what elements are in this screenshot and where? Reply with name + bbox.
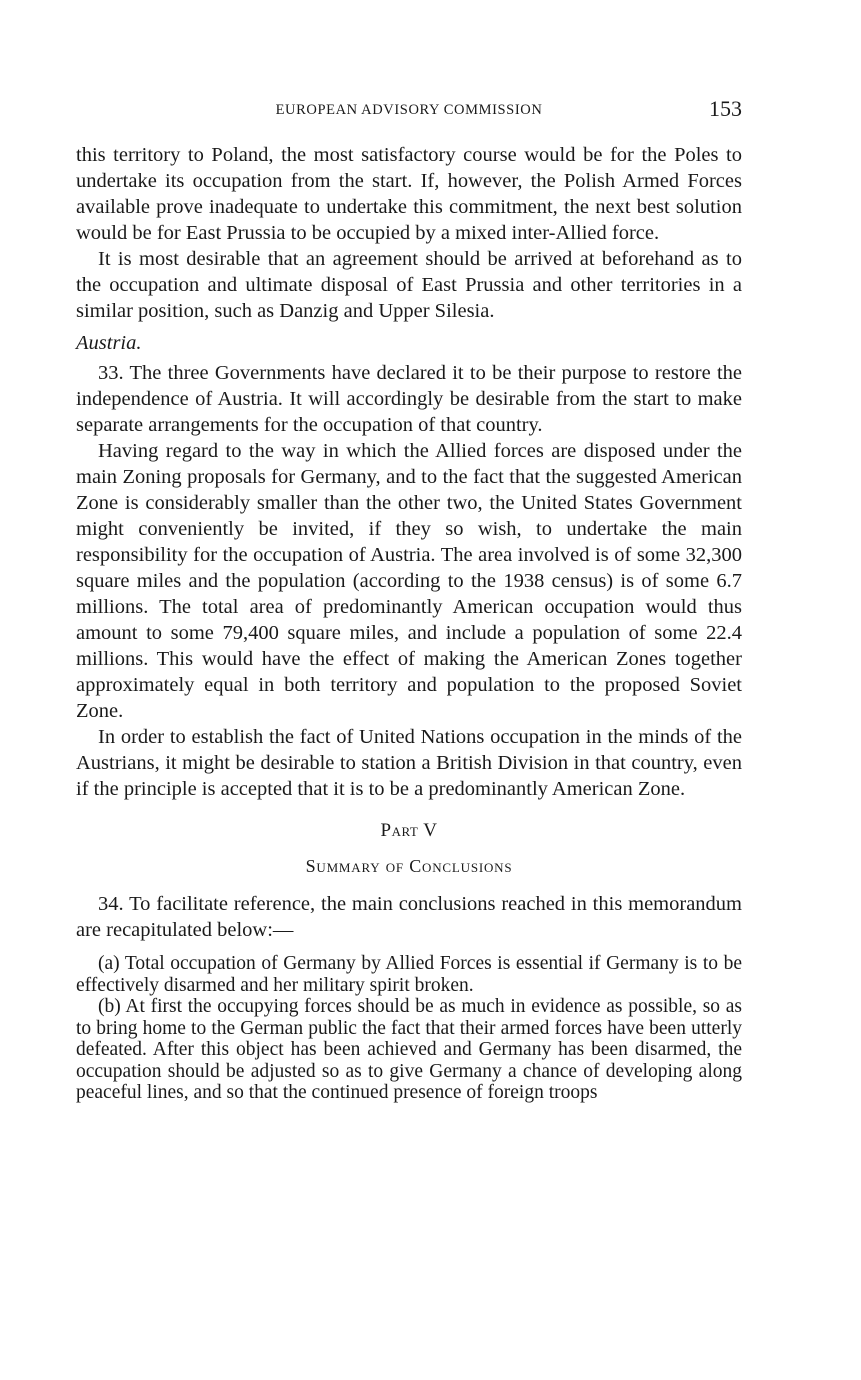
paragraph-agreement: It is most desirable that an agreement should be arrived at beforehand as to the occupation and ultimate disposal of East Prussia and other territories in a similar position, such as Danzig and Upper Silesia. (76, 248, 742, 322)
paragraph-34: 34. To facilitate reference, the main conclusions reached in this memorandum are recapitulated below:— (76, 893, 742, 941)
paragraph-in-order: In order to establish the fact of United Nations occupation in the minds of the Austrians, it might be desirable to station a British Division in that country, even if the principle is accepted that it is to be a predominantly American Zone. (76, 726, 742, 800)
part-heading: Part V (380, 820, 438, 841)
body-text (76, 142, 742, 1104)
paragraph-having-regard: Having regard to the way in which the Allied forces are disposed under the main Zoning proposals for Germany, and to the fact that the suggested American Zone is considerably smaller than the other two, the United States Government might conveniently be invited, if they so wish, to undertake the main responsibility for the occupation of Austria. The area involved is of some 32,300 square miles and the population (according to the 1938 census) is of some 6.7 millions. The total area of predominantly American occupation would thus amount to some 79,400 square miles, and include a population of some 22.4 millions. This would have the effect of making the American Zones together approximately equal in both territory and population to the proposed Soviet Zone. (76, 440, 742, 722)
austria-heading: Austria. (76, 332, 142, 354)
paragraph-33: 33. The three Governments have declared it to be their purpose to restore the independence of Austria. It will accordingly be desirable from the start to make separate arrangements for the occupation of that country. (76, 362, 742, 436)
page-number: 153 (709, 96, 742, 121)
conclusion-a: (a) Total occupation of Germany by Allied Forces is essential if Germany is to be effectively disarmed and her military spirit broken. (76, 953, 742, 996)
section-title: Summary of Conclusions (305, 856, 513, 876)
conclusion-b: (b) At first the occupying forces should be as much in evidence as possible, so as to bring home to the German public the fact that their armed forces have been utterly defeated. After this object has been achieved and Germany has been disarmed, the occupation should be adjusted so as to give Germany a chance of developing along peaceful lines, and so that the continued presence of foreign troops (76, 996, 742, 1103)
paragraph-poland: this territory to Poland, the most satisfactory course would be for the Poles to undertake its occupation from the start. If, however, the Polish Armed Forces available prove inadequate to undertake this commitment, the next best solution would be for East Prussia to be occupied by a mixed inter-Allied force. (76, 144, 742, 244)
running-header (76, 96, 742, 126)
running-title: EUROPEAN ADVISORY COMMISSION (275, 102, 543, 118)
